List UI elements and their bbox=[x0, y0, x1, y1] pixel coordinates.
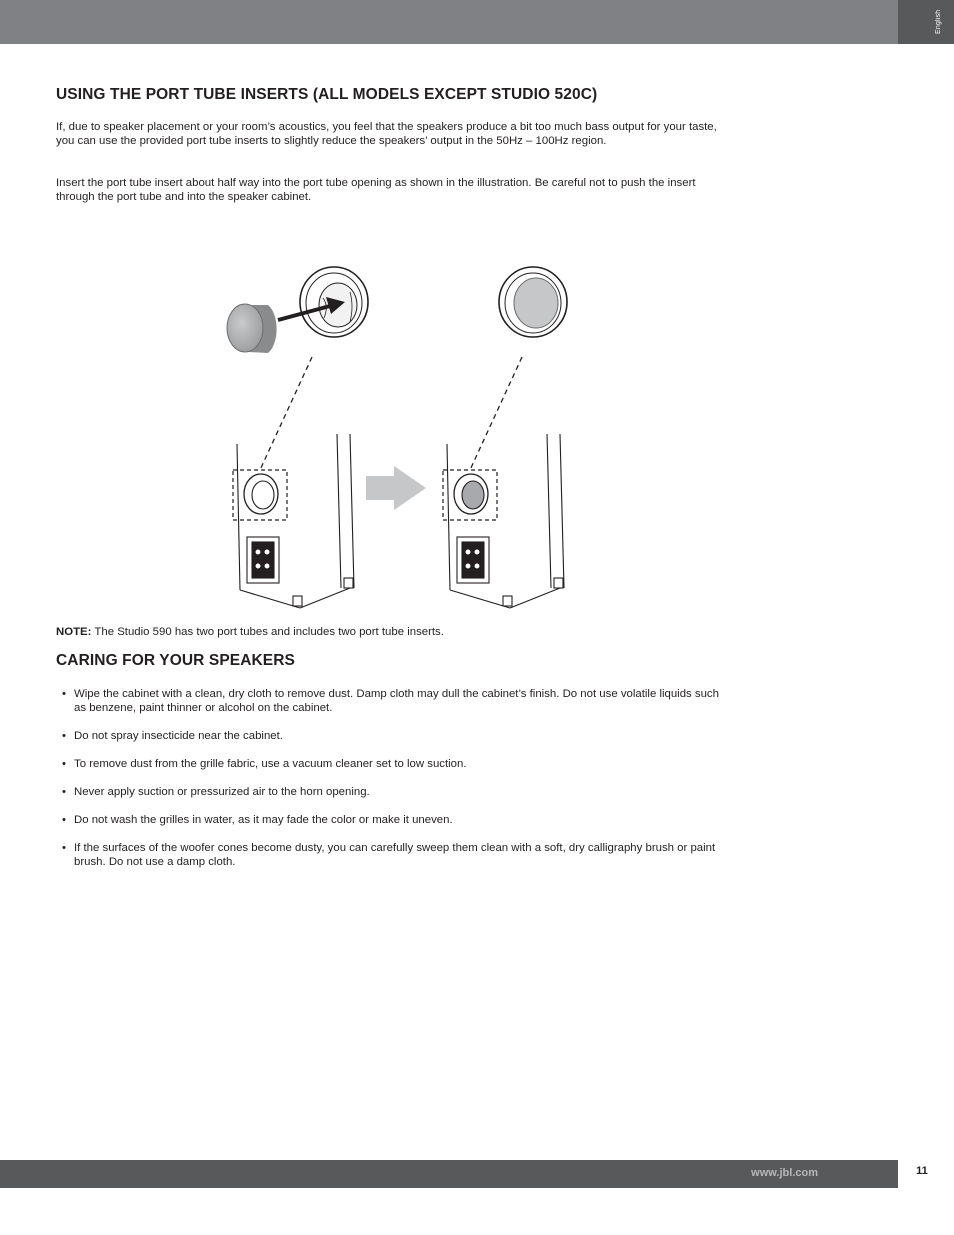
bullet-glyph: • bbox=[62, 814, 66, 826]
speaker-cabinet-after bbox=[443, 434, 564, 608]
paragraph-insert-instructions: Insert the port tube insert about half way into the port tube opening as shown in the illustration. Be careful not to push the insert through the port tube and into the speaker cabinet. bbox=[56, 177, 696, 203]
bullet-glyph: • bbox=[62, 786, 66, 798]
paragraph-bass-output: If, due to speaker placement or your room’s acoustics, you feel that the speakers produce a bit too much bass output for your taste, you can use the provided port tube inserts to slightly reduce the speakers’ output in the 50Hz – 100Hz region. bbox=[56, 121, 717, 147]
list-item bbox=[62, 785, 722, 799]
note-label: NOTE: bbox=[56, 626, 92, 638]
list-item bbox=[62, 813, 722, 827]
section-heading-port-tube: USING THE PORT TUBE INSERTS (ALL MODELS EXCEPT STUDIO 520C) bbox=[56, 86, 598, 103]
header-bar bbox=[0, 0, 898, 44]
list-item bbox=[62, 757, 722, 771]
note-text: The Studio 590 has two port tubes and includes two port tube inserts. bbox=[91, 626, 444, 638]
transition-arrow bbox=[366, 466, 426, 510]
list-item-text: To remove dust from the grille fabric, use a vacuum cleaner set to low suction. bbox=[74, 758, 467, 770]
leader-lines bbox=[260, 357, 522, 470]
port-insert-plug bbox=[227, 304, 277, 353]
language-tab bbox=[898, 0, 954, 44]
bullet-glyph: • bbox=[62, 758, 66, 770]
list-item bbox=[62, 841, 722, 869]
list-item-text: Do not spray insecticide near the cabinet. bbox=[74, 730, 283, 742]
list-item-text: Wipe the cabinet with a clean, dry cloth to remove dust. Damp cloth may dull the cabinet’s finish. Do not use volatile liquids such as benzene, paint thinner or alcohol on the cabinet. bbox=[74, 688, 719, 714]
care-instructions-list bbox=[62, 687, 722, 883]
port-tube-opening-after bbox=[499, 267, 567, 337]
bullet-glyph: • bbox=[62, 842, 66, 854]
list-item-text: If the surfaces of the woofer cones become dusty, you can carefully sweep them clean with a soft, dry calligraphy brush or paint brush. Do not use a damp cloth. bbox=[74, 842, 716, 868]
language-label: English bbox=[935, 9, 942, 35]
bullet-glyph: • bbox=[62, 688, 66, 700]
list-item-text: Never apply suction or pressurized air to the horn opening. bbox=[74, 786, 370, 798]
page-number: 11 bbox=[916, 1165, 928, 1177]
bullet-glyph: • bbox=[62, 730, 66, 742]
list-item bbox=[62, 729, 722, 743]
speaker-cabinet-before bbox=[233, 434, 354, 608]
port-insert-illustration bbox=[215, 262, 585, 612]
website-link[interactable]: www.jbl.com bbox=[751, 1167, 818, 1179]
section-heading-caring: CARING FOR YOUR SPEAKERS bbox=[56, 652, 295, 669]
note-paragraph bbox=[56, 625, 728, 639]
list-item bbox=[62, 687, 722, 715]
footer-bar bbox=[0, 1160, 898, 1188]
list-item-text: Do not wash the grilles in water, as it may fade the color or make it uneven. bbox=[74, 814, 453, 826]
